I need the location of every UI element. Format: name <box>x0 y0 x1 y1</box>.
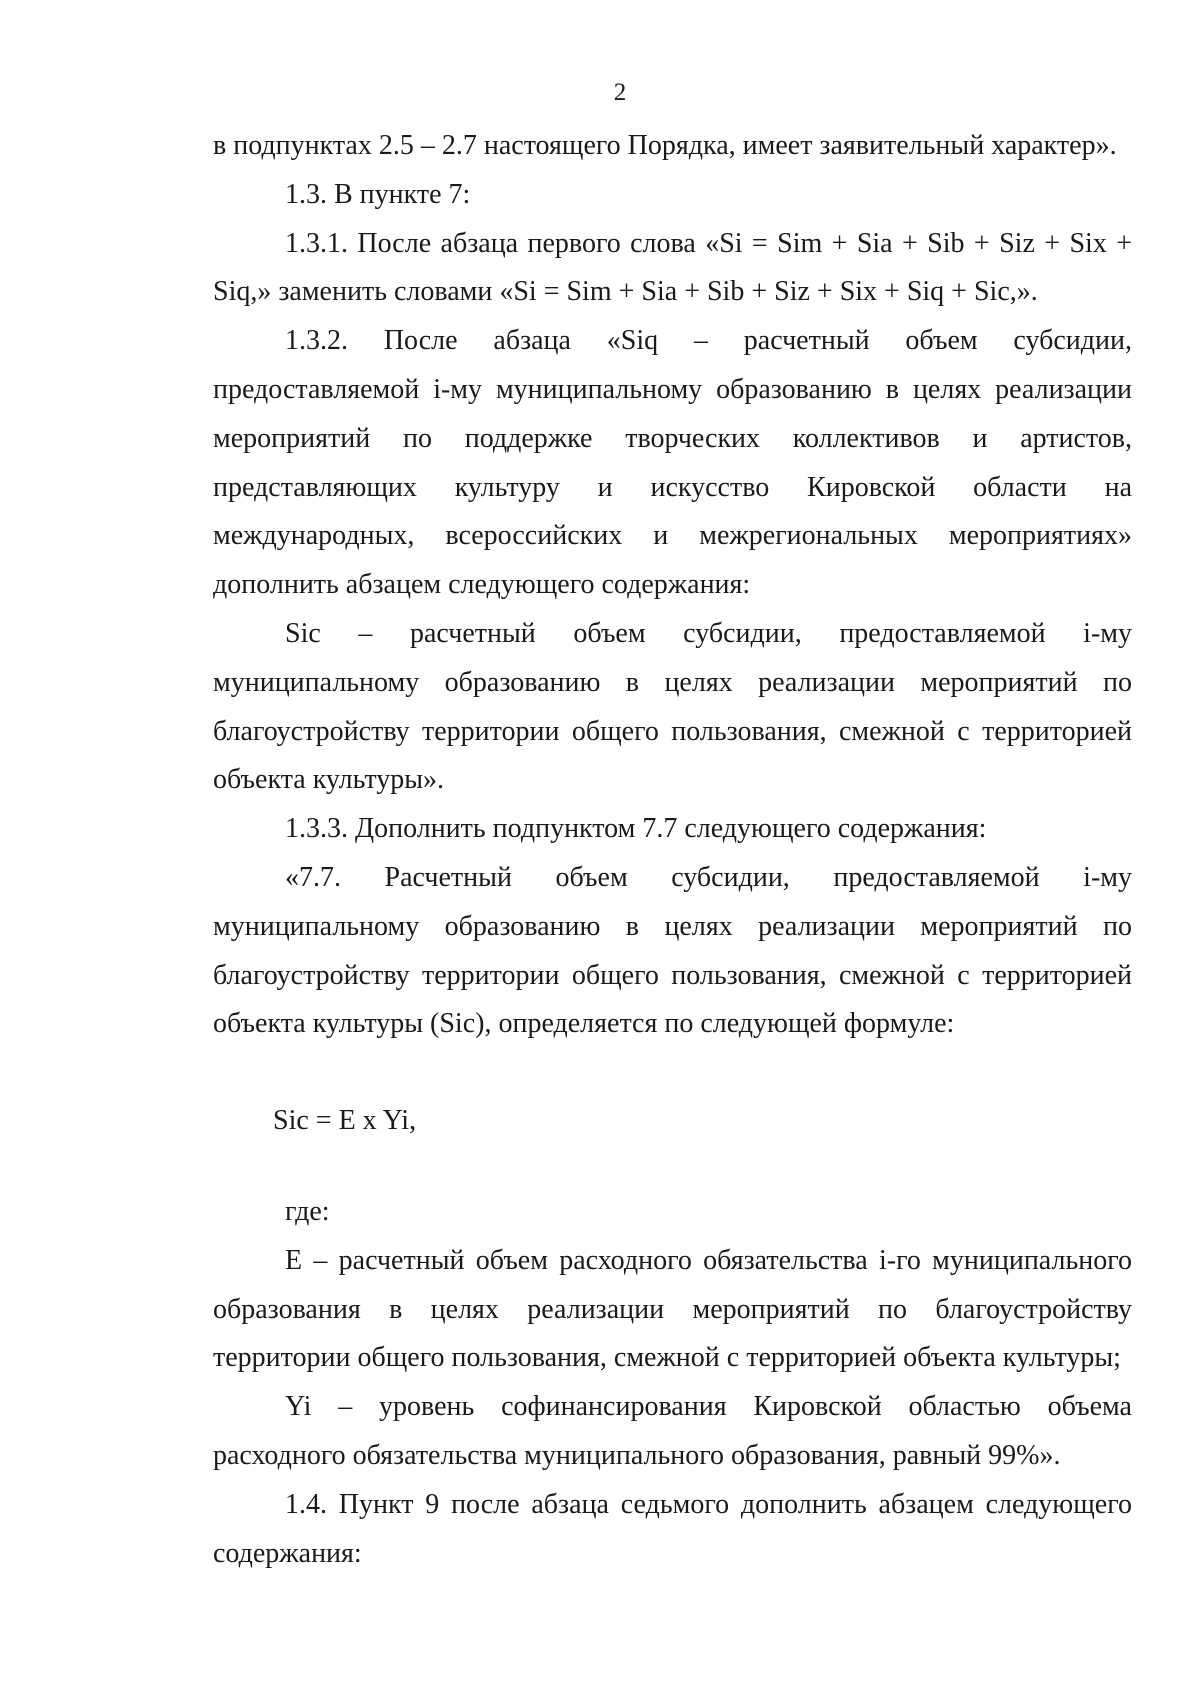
paragraph-1-3-1: 1.3.1. После абзаца первого слова «Si = Sim + Sia + Sib + Siz + Six + Siq,» заменить словами «Si = Sim + Sia + Sib + Siz + Six + Siq + Sic,». <box>213 227 1132 308</box>
page-number: 2 <box>613 79 627 106</box>
document-body <box>213 122 1132 1578</box>
paragraph-yi-definition: Yi – уровень софинансирования Кировской областью объема расходного обязательства муниципального образования, равный 99%». <box>213 1391 1132 1471</box>
paragraph-1-4: 1.4. Пункт 9 после абзаца седьмого дополнить абзацем следующего содержания: <box>213 1488 1132 1569</box>
formula: Sic = E x Yi, <box>273 1105 417 1137</box>
paragraph-1-3-3: 1.3.3. Дополнить подпунктом 7.7 следующего содержания: <box>285 813 987 845</box>
paragraph-7-7: «7.7. Расчетный объем субсидии, предоставляемой i-му муниципальному образованию в целях реализации мероприятий по благоустройству территории общего пользования, смежной с территорией объекта культуры (Sic), определяется по следующей формуле: <box>213 861 1132 1040</box>
paragraph-continuation: в подпунктах 2.5 – 2.7 настоящего Порядка, имеет заявительный характер». <box>213 130 1117 161</box>
paragraph-where: где: <box>285 1195 330 1227</box>
paragraph-e-definition: E – расчетный объем расходного обязательства i-го муниципального образования в целях реализации мероприятий по благоустройству территории общего пользования, смежной с территорией объекта культуры; <box>213 1244 1132 1374</box>
paragraph-1-3-2: 1.3.2. После абзаца «Siq – расчетный объем субсидии, предоставляемой i-му муниципальному образованию в целях реализации мероприятий по поддержке творческих коллективов и артистов, представляющих культуру и искусство Кировской области на международных, всероссийских и межрегиональных мероприятиях» дополнить абзацем следующего содержания: <box>213 325 1132 601</box>
paragraph-1-3: 1.3. В пункте 7: <box>285 178 471 210</box>
paragraph-sic-definition: Sic – расчетный объем субсидии, предоставляемой i-му муниципальному образованию в целях реализации мероприятий по благоустройству территории общего пользования, смежной с территорией объекта культуры». <box>213 617 1132 796</box>
